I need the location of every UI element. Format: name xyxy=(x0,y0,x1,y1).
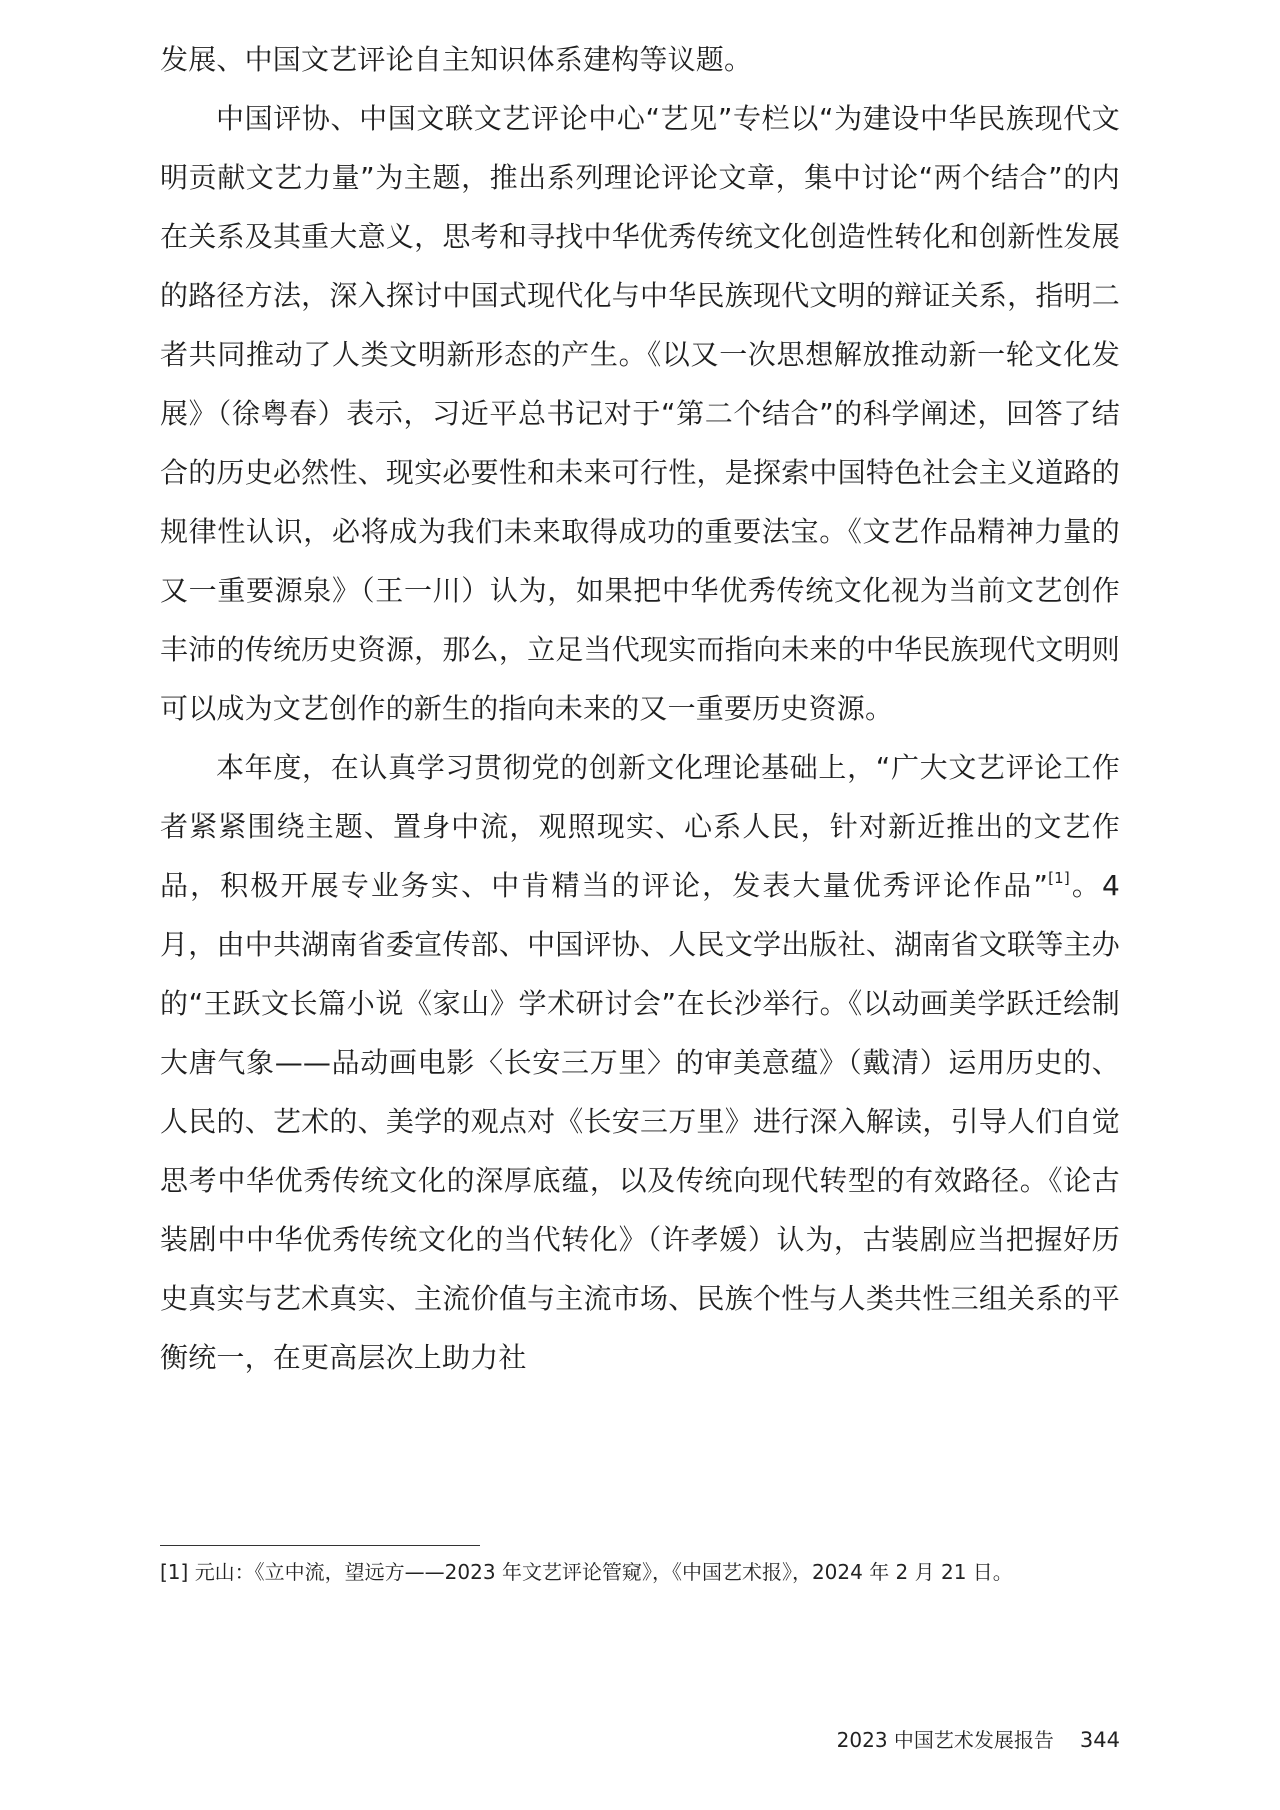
paragraph-continued: 发展、中国文艺评论自主知识体系建构等议题。 xyxy=(160,43,753,76)
footnote-divider xyxy=(160,1545,480,1546)
paragraph-text-after-note: 。4 月，由中共湖南省委宣传部、中国评协、人民文学出版社、湖南省文联等主办的“王跃文长篇小说《家山》学术研讨会”在长沙举行。《以动画美学跃迁绘制大唐气象——品动画电影〈长安三万里〉的审美意蕴》（戴清）运用历史的、人民的、艺术的、美学的观点对《长安三万里》进行深入解读，引导人们自觉思考中华优秀传统文化的深厚底蕴，以及传统向现代转型的有效路径。《论古装剧中中华优秀传统文化的当代转化》（许孝媛）认为，古装剧应当把握好历史真实与艺术真实、主流价值与主流市场、民族个性与人类共性三组关系的平衡统一，在更高层次上助力社 xyxy=(160,869,1121,1374)
paragraph-text-before-note: 本年度，在认真学习贯彻党的创新文化理论基础上，“广大文艺评论工作者紧紧围绕主题、置身中流，观照现实、心系人民，针对新近推出的文艺作品，积极开展专业务实、中肯精当的评论，发表大量优秀评论作品” xyxy=(160,751,1120,902)
paragraph-annual-review xyxy=(160,738,1120,1387)
footnote: [1] 元山：《立中流，望远方——2023 年文艺评论管窥》，《中国艺术报》，2024 年 2 月 21 日。 xyxy=(160,1560,1013,1584)
paragraph-yijian-column: 中国评协、中国文联文艺评论中心“艺见”专栏以“为建设中华民族现代文明贡献文艺力量”为主题，推出系列理论评论文章，集中讨论“两个结合”的内在关系及其重大意义，思考和寻找中华优秀传统文化创造性转化和创新性发展的路径方法，深入探讨中国式现代化与中华民族现代文明的辩证关系，指明二者共同推动了人类文明新形态的产生。《以又一次思想解放推动新一轮文化发展》（徐粤春）表示，习近平总书记对于“第二个结合”的科学阐述，回答了结合的历史必然性、现实必要性和未来可行性，是探索中国特色社会主义道路的规律性认识，必将成为我们未来取得成功的重要法宝。《文艺作品精神力量的又一重要源泉》（王一川）认为，如果把中华优秀传统文化视为当前文艺创作丰沛的传统历史资源，那么，立足当代现实而指向未来的中华民族现代文明则可以成为文艺创作的新生的指向未来的又一重要历史资源。 xyxy=(160,102,1120,725)
report-title: 2023 中国艺术发展报告 xyxy=(836,1728,1054,1752)
body-text xyxy=(160,30,1120,1387)
footnote-reference[interactable]: [1] xyxy=(1048,869,1070,887)
page-number: 344 xyxy=(1079,1728,1120,1752)
running-footer xyxy=(837,1724,1120,1753)
